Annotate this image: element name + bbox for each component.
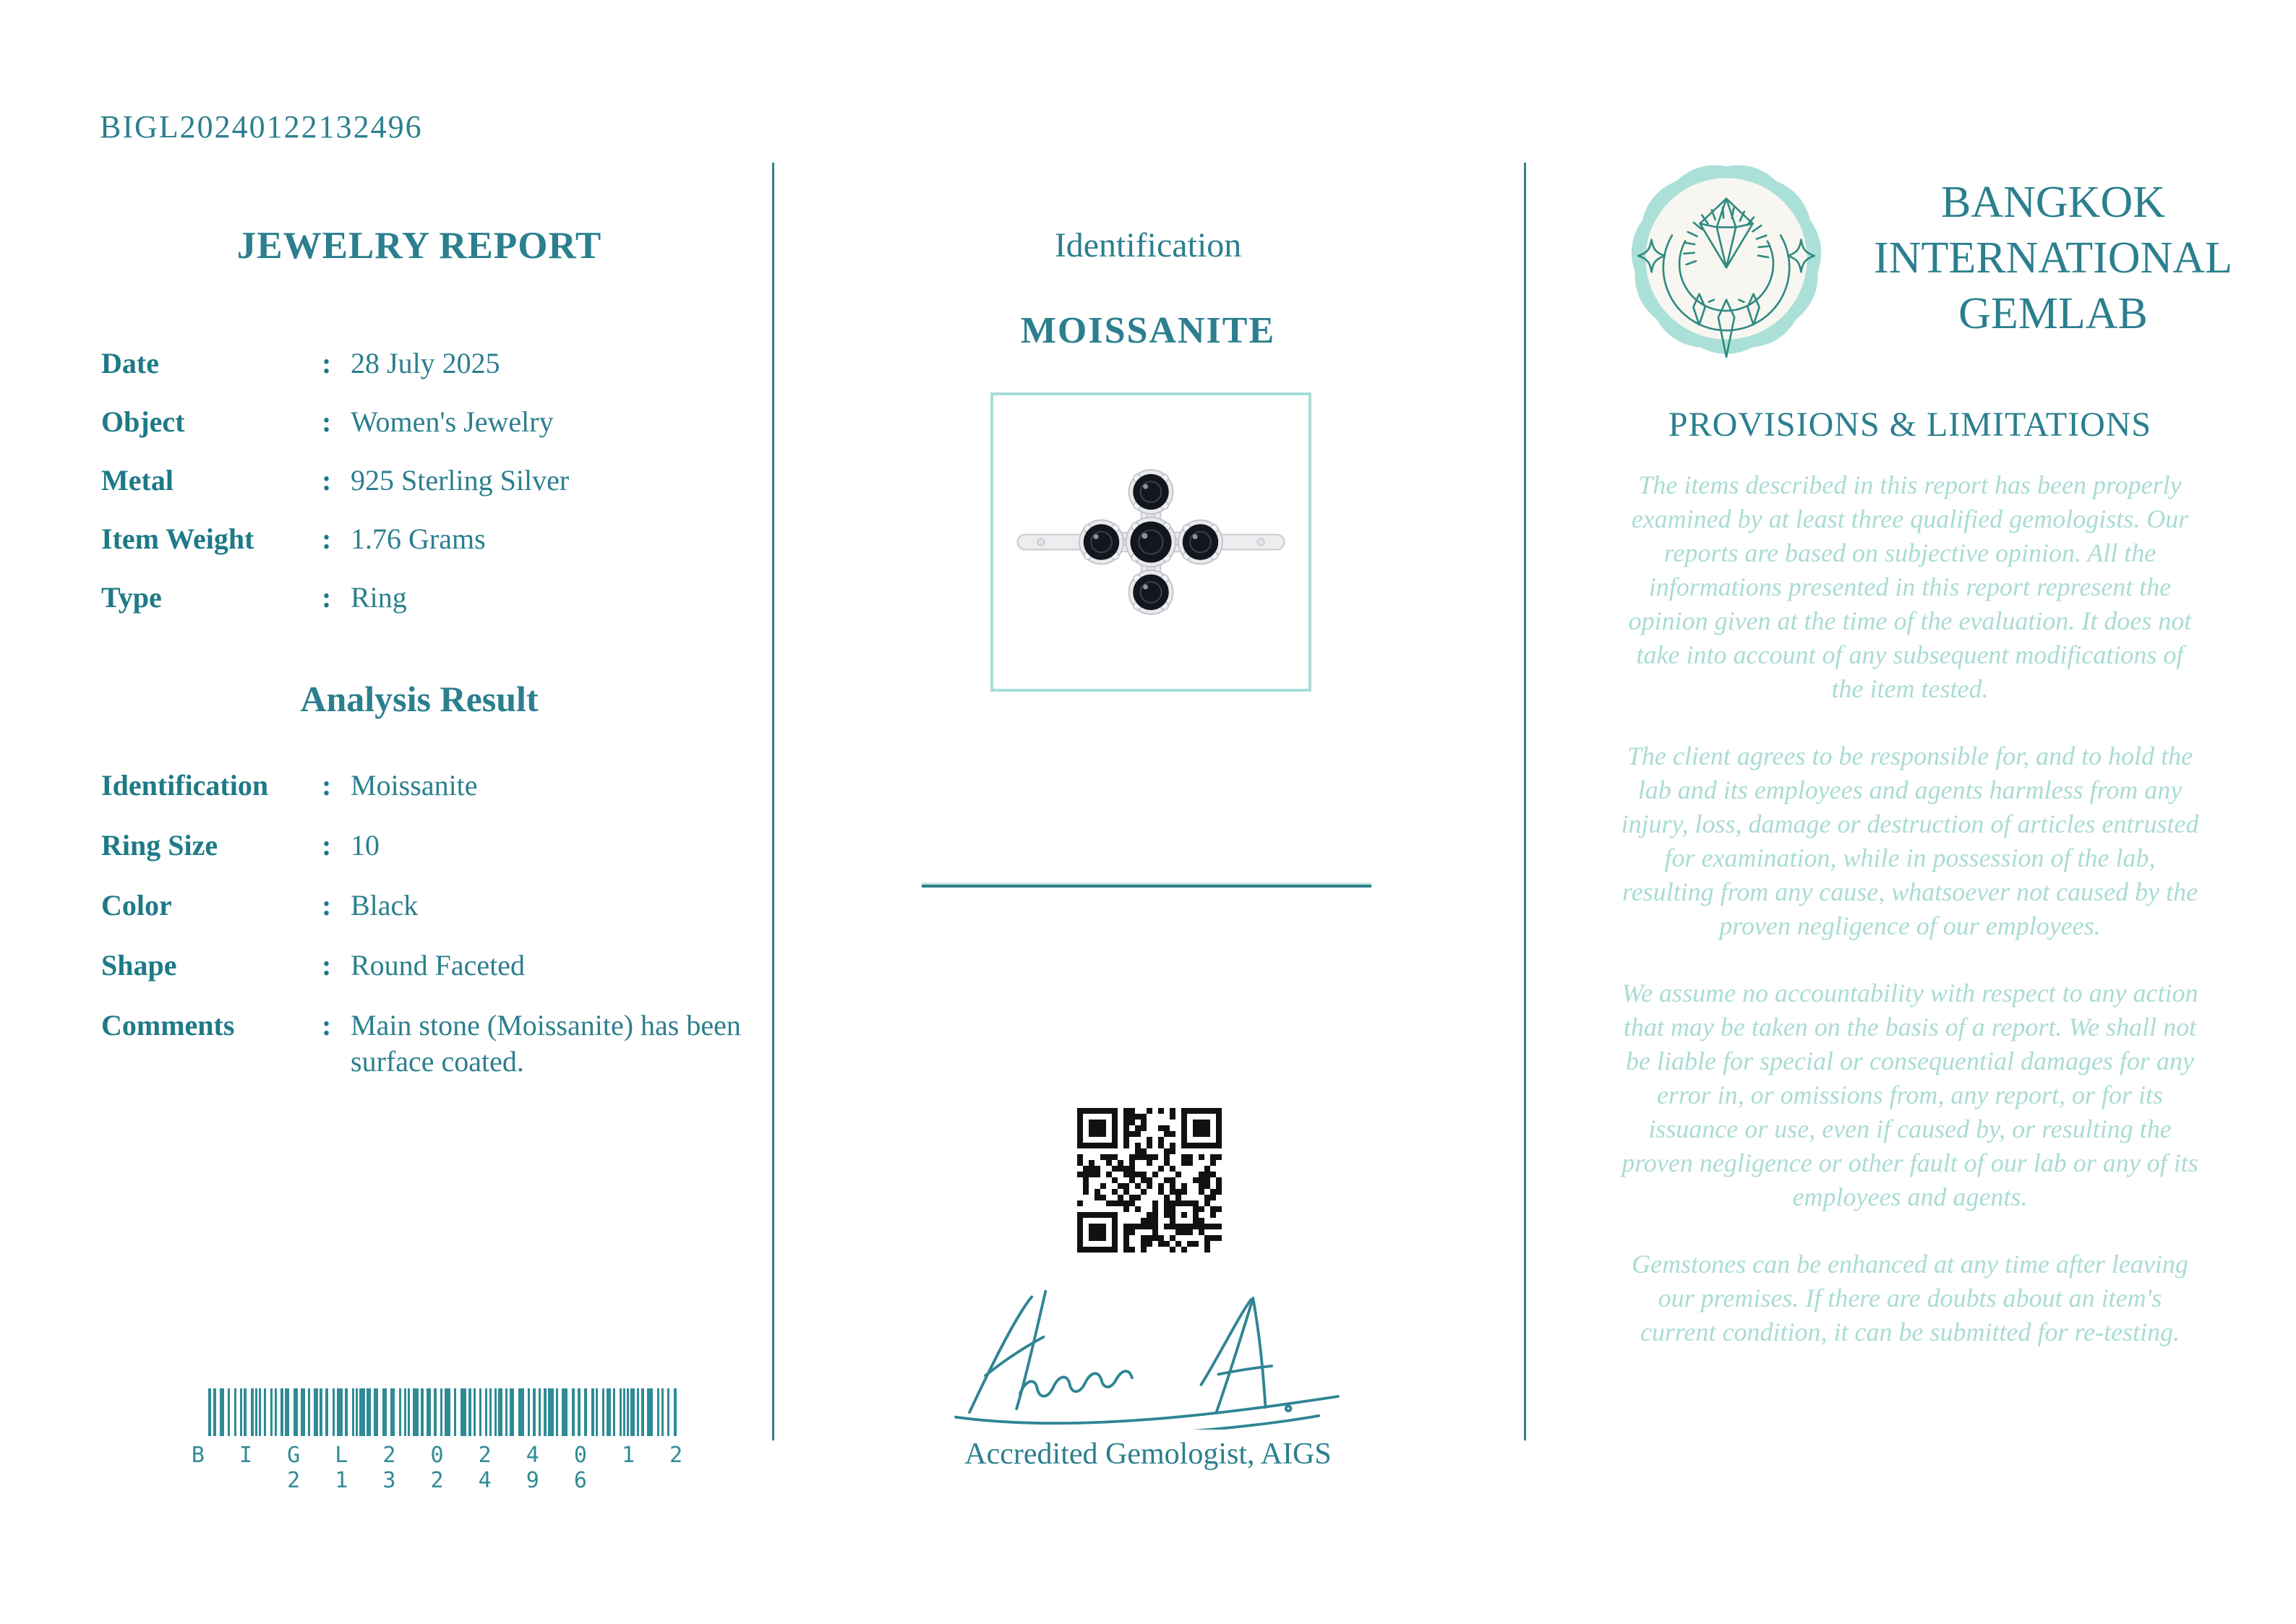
- field-label: Item Weight: [101, 523, 254, 555]
- field-label: Type: [101, 581, 162, 614]
- report-title: JEWELRY REPORT: [236, 225, 602, 267]
- field-label: Date: [101, 347, 159, 379]
- field-label: Identification: [101, 769, 269, 802]
- field-label: Metal: [101, 464, 174, 497]
- provisions-title: PROVISIONS & LIMITATIONS: [1668, 405, 2152, 444]
- field-colon: :: [322, 405, 332, 438]
- provisions-paragraph: We assume no accountability with respect to any action that may be taken on the basis of a report. We shall not be liable for special or consequential damages for any error in, or omissions from, any report, or for its issuance or use, even if caused by, or resulting the proven negligence or other fault of our lab or any of its employees and agents.: [1622, 979, 2198, 1211]
- field-row-comments: [101, 1008, 752, 1080]
- column-divider-right: [1524, 163, 1526, 1440]
- field-colon: :: [322, 769, 332, 802]
- barcode-text: B I G L 2 0 2 4 0 1 2 2 1 3 2 4 9 6: [191, 1443, 694, 1493]
- field-label: Ring Size: [101, 829, 218, 862]
- field-value: 1.76 Grams: [351, 523, 486, 555]
- field-row-color: [101, 888, 752, 924]
- provisions-paragraph: Gemstones can be enhanced at any time after leaving our premises. If there are doubts about an item's current condition, it can be submitted for re-testing.: [1632, 1250, 2188, 1346]
- lab-name-line: GEMLAB: [1958, 289, 2148, 338]
- lab-name: [1836, 175, 2270, 342]
- field-value: Ring: [351, 581, 407, 614]
- lab-name-line: BANGKOK: [1941, 178, 2165, 227]
- signer-title: Accredited Gemologist, AIGS: [964, 1438, 1332, 1471]
- field-label: Color: [101, 889, 172, 921]
- report-number: BIGL20240122132496: [100, 109, 423, 145]
- field-colon: :: [322, 464, 332, 497]
- report-fields: [101, 345, 752, 638]
- identification-result: MOISSANITE: [1020, 310, 1276, 351]
- provisions-paragraphs: [1621, 468, 2199, 1383]
- field-value: Round Faceted: [351, 949, 526, 981]
- field-value: 925 Sterling Silver: [351, 464, 570, 497]
- field-colon: :: [322, 347, 332, 379]
- field-value: 28 July 2025: [351, 347, 500, 379]
- field-row-shape: [101, 948, 752, 984]
- field-label: Comments: [101, 1009, 235, 1041]
- jewelry-photo-frame: [990, 392, 1311, 692]
- field-colon: :: [322, 949, 332, 981]
- provisions-paragraph: The items described in this report has been properly examined by at least three qualified gemologists. Our reports are based on subjective opinion. All the informations presented in this report represent the opinion given at the time of the evaluation. It does not take into account of any subsequent modifications of the item tested.: [1628, 471, 2192, 703]
- field-colon: :: [322, 523, 332, 555]
- analysis-fields: [101, 768, 752, 1104]
- signature-icon: [893, 1271, 1399, 1430]
- field-value: Moissanite: [351, 769, 478, 802]
- field-value: Black: [351, 889, 419, 921]
- field-row-date: [101, 345, 752, 382]
- gemologist-signature: [893, 1271, 1399, 1430]
- field-colon: :: [322, 889, 332, 921]
- qr-code-icon: [1077, 1108, 1222, 1253]
- field-value: Main stone (Moissanite) has been surface coated.: [351, 1009, 741, 1078]
- lab-logo-badge-icon: [1624, 156, 1829, 361]
- separator-rule: [922, 882, 1371, 888]
- analysis-result-title: Analysis Result: [300, 679, 539, 719]
- field-label: Shape: [101, 949, 177, 981]
- field-row-object: [101, 404, 752, 440]
- field-value: 10: [351, 829, 380, 862]
- barcode-icon: [208, 1388, 677, 1436]
- field-row-ring-size: [101, 828, 752, 864]
- field-value: Women's Jewelry: [351, 405, 554, 438]
- lab-name-line: INTERNATIONAL: [1874, 233, 2232, 283]
- field-label: Object: [101, 405, 185, 438]
- field-row-item-weight: [101, 521, 752, 557]
- field-row-type: [101, 580, 752, 616]
- field-row-identification: [101, 768, 752, 804]
- field-colon: :: [322, 829, 332, 862]
- field-colon: :: [322, 1009, 332, 1041]
- column-divider-left: [772, 163, 774, 1440]
- provisions-paragraph: The client agrees to be responsible for, and to hold the lab and its employees and agents harmless from any injury, loss, damage or destruction of articles entrusted for examination, while in possession of the lab, resulting from any cause, whatsoever not caused by the proven negligence of our employees.: [1621, 742, 2199, 940]
- identification-heading: Identification: [1054, 226, 1242, 265]
- field-colon: :: [322, 581, 332, 614]
- ring-photo-icon: [999, 401, 1303, 683]
- field-row-metal: [101, 463, 752, 499]
